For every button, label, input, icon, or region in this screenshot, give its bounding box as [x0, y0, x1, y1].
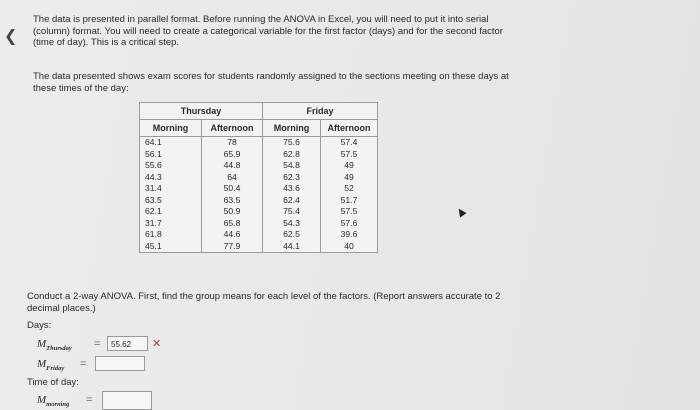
- table-cell: 45.1: [145, 240, 162, 251]
- header-friday-morning: Morning: [263, 120, 321, 137]
- table-cell: 65.9: [223, 148, 241, 159]
- table-cell: 57.5: [340, 206, 358, 217]
- equals-sign: =: [80, 358, 87, 370]
- column-thursday-afternoon: [202, 137, 263, 253]
- table-cell: 61.8: [145, 229, 162, 240]
- chevron-left-icon[interactable]: ❮: [4, 28, 18, 45]
- table-cell: 49: [344, 160, 354, 171]
- table-cell: 75.4: [283, 206, 300, 217]
- intro-paragraph-2: The data presented shows exam scores for students randomly assigned to the sections meeting on these days at these times of the day:: [33, 71, 509, 94]
- m-morning-label: $M_{morning}$: [37, 394, 70, 409]
- table-cell: 50.9: [223, 206, 241, 217]
- table-cell: 40: [344, 240, 354, 251]
- table-cell: 31.4: [145, 183, 162, 194]
- table-cell: 44.3: [145, 171, 162, 182]
- table-cell: 50.4: [223, 183, 241, 194]
- table-cell: 49: [344, 171, 354, 182]
- question-text: Conduct a 2-way ANOVA. First, find the group means for each level of the factors. (Report answers accurate to 2 decimal places.): [27, 291, 501, 314]
- table-cell: 55.6: [145, 160, 162, 171]
- equals-sign: =: [94, 338, 101, 350]
- table-cell: 62.8: [283, 148, 300, 159]
- m-thursday-subscript: Thursday: [46, 345, 72, 353]
- header-friday: Friday: [263, 103, 378, 120]
- table-cell: 57.5: [340, 148, 358, 159]
- m-friday-subscript: Friday: [46, 365, 65, 373]
- table-cell: 43.6: [283, 183, 300, 194]
- header-thursday-morning: Morning: [140, 120, 202, 137]
- m-morning-answer-input[interactable]: [102, 391, 152, 410]
- table-cell: 54.8: [283, 160, 300, 171]
- equals-sign: =: [86, 394, 93, 406]
- m-friday-label: $M_{Friday}$: [37, 358, 65, 373]
- table-cell: 62.3: [283, 171, 300, 182]
- table-cell: 65.8: [223, 217, 241, 228]
- m-thursday-label: $M_{Thursday}$: [37, 338, 72, 353]
- m-thursday-answer-input[interactable]: 55.62: [107, 336, 148, 351]
- header-thursday-afternoon: Afternoon: [202, 120, 263, 137]
- table-cell: 77.9: [223, 240, 241, 251]
- column-friday-morning: [263, 137, 321, 253]
- data-table: [139, 102, 378, 253]
- table-cell: 64.1: [145, 137, 162, 147]
- table-cell: 63.5: [223, 194, 241, 205]
- column-friday-afternoon: [321, 137, 378, 253]
- header-friday-afternoon: Afternoon: [321, 120, 378, 137]
- table-cell: 52: [344, 183, 354, 194]
- column-thursday-morning: [140, 137, 202, 253]
- m-friday-answer-input[interactable]: [95, 356, 145, 371]
- time-of-day-label: Time of day:: [27, 377, 79, 388]
- table-cell: 57.4: [340, 137, 358, 147]
- table-cell: 44.6: [223, 229, 241, 240]
- table-cell: 75.6: [283, 137, 300, 147]
- days-label: Days:: [27, 320, 52, 331]
- table-cell: 62.1: [145, 206, 162, 217]
- header-thursday: Thursday: [140, 103, 263, 120]
- m-morning-subscript: morning: [46, 401, 70, 409]
- table-cell: 54.3: [283, 217, 300, 228]
- table-cell: 62.4: [283, 194, 300, 205]
- table-cell: 31.7: [145, 217, 162, 228]
- table-cell: 51.7: [340, 194, 358, 205]
- table-cell: 64: [227, 171, 237, 182]
- table-cell: 44.1: [283, 240, 300, 251]
- table-cell: 62.5: [283, 229, 300, 240]
- mouse-cursor-icon: [455, 206, 466, 217]
- table-cell: 44.8: [223, 160, 241, 171]
- table-cell: 63.5: [145, 194, 162, 205]
- table-cell: 39.6: [340, 229, 358, 240]
- table-cell: 56.1: [145, 148, 162, 159]
- x-mark-icon: ✕: [152, 338, 162, 350]
- intro-paragraph-1: The data is presented in parallel format. Before running the ANOVA in Excel, you will need to put it into serial (column) format. You will need to create a categorical variable for the first factor (days) and for the second factor (time of day). This is a critical step.: [33, 14, 503, 48]
- table-cell: 57.6: [340, 217, 358, 228]
- table-cell: 78: [227, 137, 237, 147]
